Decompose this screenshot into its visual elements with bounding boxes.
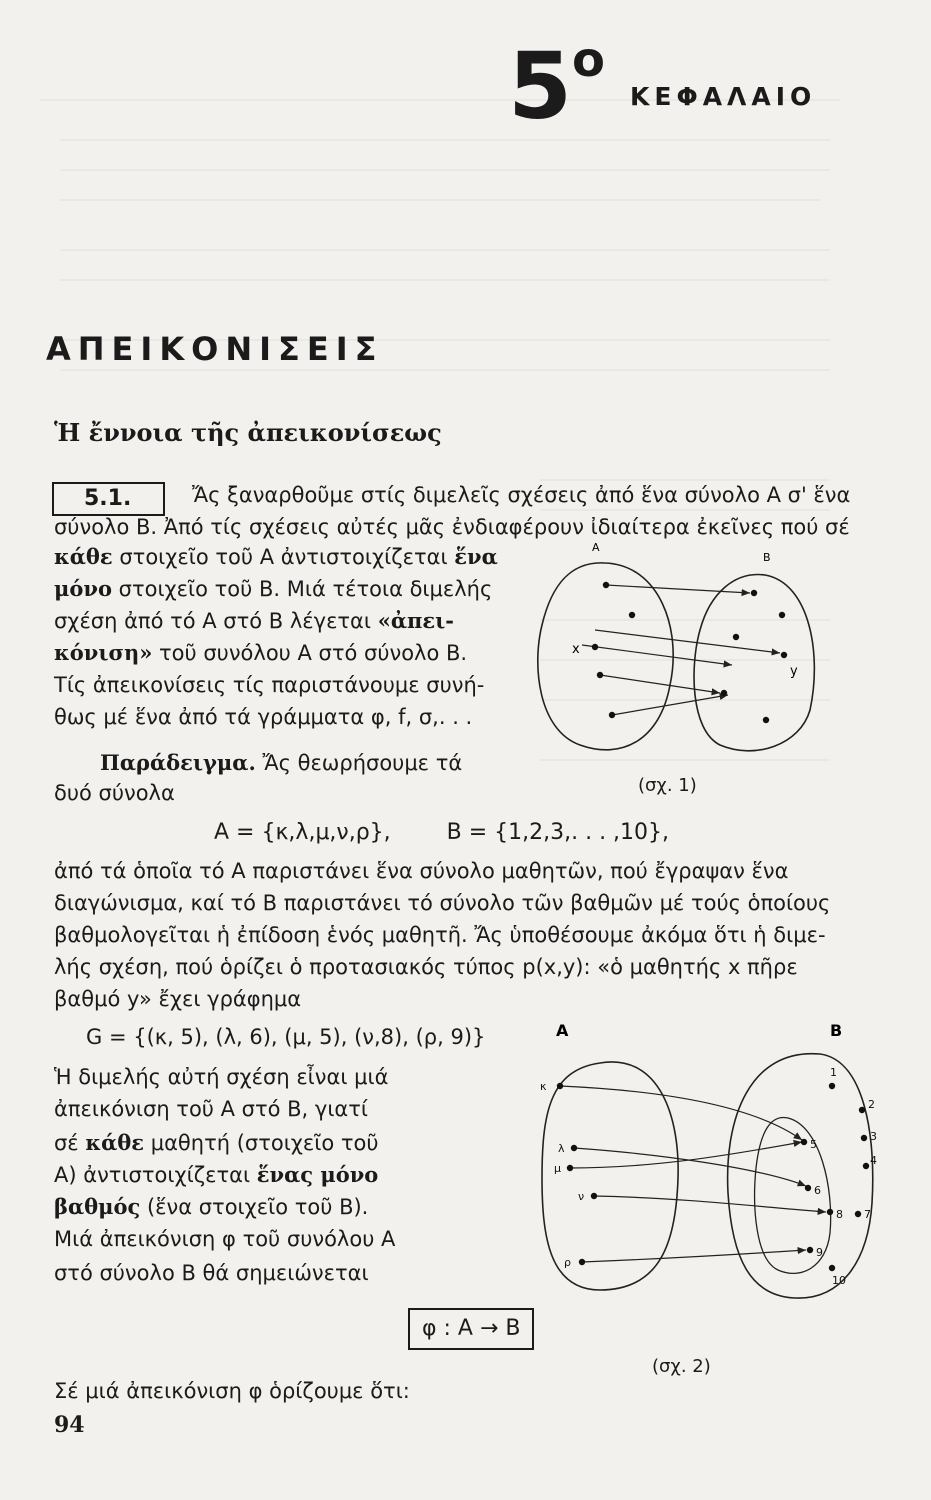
para1-line6: κόνιση» τοῦ συνόλου Α στό σύνολο Β. — [54, 640, 468, 665]
fig1-x-label: x — [572, 642, 580, 657]
example-p4: λής σχέση, πού ὁρίζει ὁ προτασιακός τύπος p(x,y): «ὁ μαθητής x πῆρε — [54, 955, 798, 979]
fig2-arrow-rho-9 — [582, 1250, 806, 1262]
subsection-title: Ἡ ἔννοια τῆς ἀπεικονίσεως — [54, 418, 442, 447]
para2-line3: σέ κάθε μαθητή (στοιχεῖο τοῦ — [54, 1130, 379, 1155]
sets-definition: Α = {κ,λ,μ,ν,ρ}, Β = {1,2,3,. . . ,10}, — [214, 820, 670, 845]
fig2-a-dot-lambda — [571, 1145, 577, 1151]
fig2-set-a-ellipse — [542, 1062, 678, 1290]
example-line1: Παράδειγμα. Ἄς θεωρήσουμε τά — [100, 750, 463, 775]
example-p3: βαθμολογεῖται ἡ ἐπίδοση ἑνός μαθητῆ. Ἄς ὑποθέσουμε ἀκόμα ὅτι ἡ διμε- — [54, 923, 826, 947]
chapter-word: ΚΕΦΑΛΑΙΟ — [630, 82, 817, 111]
fig2-b-label-3: 3 — [870, 1130, 877, 1143]
fig2-b-dot-10 — [829, 1265, 835, 1271]
fig2-a-dot-mu — [567, 1165, 573, 1171]
figure1-caption: (σχ. 1) — [638, 775, 697, 796]
fig2-set-b-label: Β — [830, 1021, 843, 1040]
para2-line6: Μιά ἀπεικόνιση φ τοῦ συνόλου Α — [54, 1227, 396, 1251]
example-p5: βαθμό y» ἔχει γράφημα — [54, 987, 302, 1011]
fig2-b-dot-6 — [805, 1185, 811, 1191]
final-line: Σέ μιά ἀπεικόνιση φ ὁρίζουμε ὅτι: — [54, 1379, 410, 1403]
fig2-a-label-rho: ρ — [564, 1256, 571, 1269]
figure-1 — [510, 535, 830, 775]
fig2-b-dot-1 — [829, 1083, 835, 1089]
fig2-a-dot-nu — [591, 1193, 597, 1199]
fig1-a-dot-1 — [603, 582, 609, 588]
para2-line5: βαθμός (ἕνα στοιχεῖο τοῦ Β). — [54, 1194, 369, 1219]
fig1-a-dot-2 — [629, 612, 635, 618]
fig2-b-label-10: 10 — [832, 1274, 846, 1287]
fig2-arrow-kappa-5 — [560, 1086, 802, 1140]
para1-line1: Ἄς ξαναρθοῦμε στίς διμελεῖς σχέσεις ἀπό ἕνα σύνολο Α σ' ἕνα — [192, 483, 851, 507]
para2-line2: ἀπεικόνιση τοῦ Α στό Β, γιατί — [54, 1097, 369, 1121]
fig2-b-label-4: 4 — [870, 1154, 877, 1167]
fig2-set-a-label: Α — [556, 1021, 569, 1040]
chapter-superscript: ο — [572, 32, 605, 88]
fig1-b-dot-2 — [779, 612, 785, 618]
section-number-box: 5.1. — [52, 482, 165, 516]
section-title: ΑΠΕΙΚΟΝΙΣΕΙΣ — [46, 330, 384, 368]
fig2-b-dot-5 — [801, 1139, 807, 1145]
fig1-set-a-label: Α — [592, 541, 600, 554]
fig2-b-label-5: 5 — [810, 1138, 817, 1151]
fig1-b-dot-5 — [721, 690, 727, 696]
fig1-b-dot-6 — [763, 717, 769, 723]
para1-line2: σύνολο Β. Ἀπό τίς σχέσεις αὐτές μᾶς ἐνδιαφέρουν ἰδιαίτερα ἐκεῖνες πού σέ — [54, 515, 850, 539]
fig2-b-dot-9 — [807, 1247, 813, 1253]
fig2-b-dot-7 — [855, 1211, 861, 1217]
fig1-arrow-1 — [606, 585, 750, 593]
fig2-b-dot-3 — [861, 1135, 867, 1141]
fig1-set-a-ellipse — [538, 563, 673, 750]
para2-line7: στό σύνολο Β θά σημειώνεται — [54, 1261, 369, 1285]
fig2-arrow-mu-5 — [570, 1142, 802, 1168]
fig1-set-b-label: Β — [763, 551, 771, 564]
example-p1: ἀπό τά ὁποῖα τό Α παριστάνει ἕνα σύνολο μαθητῶν, πού ἔγραψαν ἕνα — [54, 859, 789, 883]
fig1-arrow-4 — [600, 675, 720, 693]
fig2-a-label-kappa: κ — [540, 1080, 547, 1093]
example-line2: δυό σύνολα — [54, 781, 175, 805]
fig1-arrow-2 — [595, 630, 780, 653]
para2-line1: Ἡ διμελής αὐτή σχέση εἶναι μιά — [54, 1065, 389, 1089]
fig2-arrow-nu-8 — [594, 1196, 826, 1212]
fig2-a-label-nu: ν — [578, 1190, 585, 1203]
mapping-notation-box: φ : Α → Β — [408, 1308, 534, 1350]
fig2-b-label-2: 2 — [868, 1098, 875, 1111]
fig2-b-label-1: 1 — [830, 1066, 837, 1079]
fig2-a-dot-rho — [579, 1259, 585, 1265]
fig2-b-label-8: 8 — [836, 1208, 843, 1221]
fig1-arrow-3 — [582, 645, 732, 665]
example-p2: διαγώνισμα, καί τό Β παριστάνει τό σύνολο τῶν βαθμῶν μέ τούς ὁποίους — [54, 891, 831, 915]
para1-line3: κάθε στοιχεῖο τοῦ Α ἀντιστοιχίζεται ἕνα — [54, 544, 498, 569]
figure2-caption: (σχ. 2) — [652, 1356, 711, 1377]
para1-line7: Τίς ἀπεικονίσεις τίς παριστάνουμε συνή- — [54, 673, 485, 697]
fig1-a-dot-x — [592, 644, 598, 650]
para1-line8: θως μέ ἕνα ἀπό τά γράμματα φ, f, σ,. . . — [54, 705, 473, 729]
fig1-arrow-5 — [612, 695, 728, 715]
fig2-b-label-6: 6 — [814, 1184, 821, 1197]
fig1-b-dot-y — [781, 652, 787, 658]
fig1-b-dot-1 — [751, 590, 757, 596]
para1-line4: μόνο στοιχεῖο τοῦ Β. Μιά τέτοια διμελής — [54, 576, 493, 601]
fig1-b-dot-3 — [733, 634, 739, 640]
fig2-a-dot-kappa — [557, 1083, 563, 1089]
fig2-set-b-ellipse — [728, 1054, 873, 1298]
fig2-b-dot-4 — [863, 1163, 869, 1169]
fig1-a-dot-5 — [609, 712, 615, 718]
fig2-b-label-7: 7 — [864, 1208, 871, 1221]
fig1-y-label: y — [790, 664, 798, 679]
para1-line5: σχέση ἀπό τό Α στό Β λέγεται «ἀπει- — [54, 608, 454, 633]
para2-line4: Α) ἀντιστοιχίζεται ἕνας μόνο — [54, 1162, 379, 1187]
fig2-b-dot-2 — [859, 1107, 865, 1113]
page-number: 94 — [54, 1412, 85, 1438]
fig2-b-dot-8 — [827, 1209, 833, 1215]
fig2-b-label-9: 9 — [816, 1246, 823, 1259]
fig2-a-label-mu: μ — [554, 1162, 561, 1175]
fig1-a-dot-4 — [597, 672, 603, 678]
fig2-a-label-lambda: λ — [558, 1142, 565, 1155]
graph-definition: G = {(κ, 5), (λ, 6), (μ, 5), (ν,8), (ρ, 9)} — [86, 1025, 486, 1049]
chapter-number: $5^o$ — [508, 32, 605, 140]
figure-2 — [520, 1018, 890, 1313]
